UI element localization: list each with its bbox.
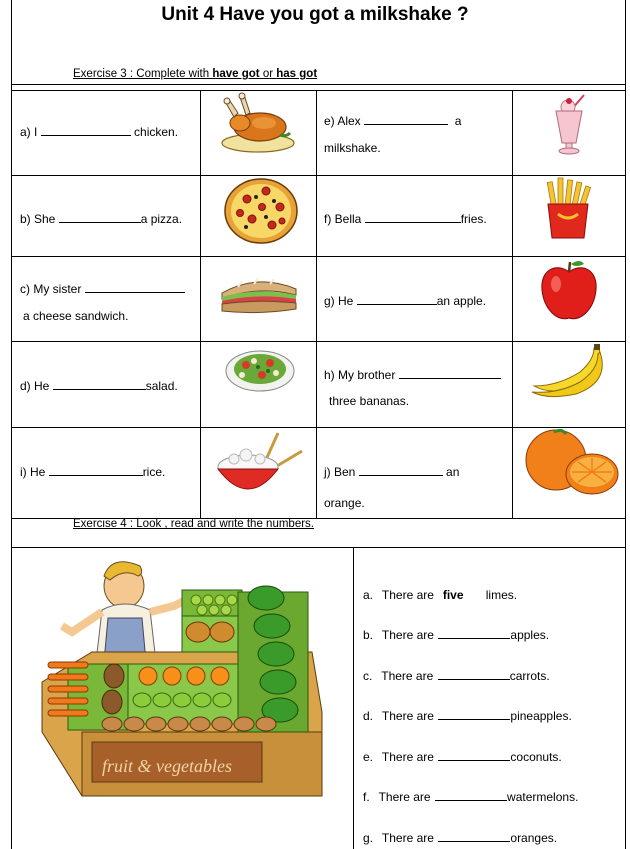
row-line: [11, 90, 625, 91]
pizza-icon: [222, 177, 300, 245]
border-top-header: [11, 84, 625, 85]
row-line: [11, 547, 625, 548]
ex4-item-g: g. There are oranges.: [363, 831, 558, 845]
border-left: [11, 0, 12, 849]
ex4-item-c: c. There are carrots.: [363, 669, 550, 683]
answer-blank-g[interactable]: [357, 292, 437, 305]
col-line: [353, 547, 354, 849]
answer-blank-e[interactable]: [364, 112, 448, 125]
col-line: [200, 90, 201, 518]
question-g: g) He an apple.: [324, 294, 487, 308]
col-line: [316, 90, 317, 518]
vendor-icon: [62, 562, 186, 662]
answer-blank-i[interactable]: [49, 463, 143, 476]
question-c: c) My sister: [20, 280, 185, 296]
col-line: [512, 90, 513, 518]
fries-icon: [544, 178, 592, 240]
answer-blank-h[interactable]: [399, 366, 501, 379]
stall-sign: fruit & vegetables: [102, 756, 232, 776]
answer-blank-a[interactable]: [41, 123, 131, 136]
answer-blank-f[interactable]: [365, 210, 461, 223]
question-c-line2: a cheese sandwich.: [23, 309, 129, 323]
question-a: a) I chicken.: [20, 125, 179, 139]
row-line: [11, 256, 625, 257]
answer-blank-g[interactable]: [438, 829, 510, 842]
page-title: Unit 4 Have you got a milkshake ?: [161, 4, 469, 25]
ex4-item-d: d. There are pineapples.: [363, 709, 572, 723]
answer-blank-c[interactable]: [438, 667, 510, 680]
answer-blank-b[interactable]: [59, 210, 141, 223]
question-f: f) Bella fries.: [324, 212, 487, 226]
answer-blank-c[interactable]: [85, 280, 185, 293]
question-e: e) Alex a: [324, 114, 462, 128]
milkshake-icon: [550, 93, 590, 155]
question-d: d) He salad.: [20, 379, 178, 393]
question-i: i) He rice.: [20, 465, 166, 479]
question-h-line2: three bananas.: [329, 394, 410, 408]
ex4-item-b: b. There are apples.: [363, 628, 550, 642]
border-right: [625, 0, 626, 849]
salad-icon: [224, 345, 296, 393]
exercise3-heading: Exercise 3 : Complete with have got or has got: [73, 68, 318, 80]
question-h: h) My brother: [324, 366, 501, 382]
ex4-item-f: f. There are watermelons.: [363, 790, 579, 804]
question-j: j) Ben an: [324, 465, 460, 479]
answer-blank-f[interactable]: [435, 788, 507, 801]
banana-icon: [528, 342, 608, 398]
sandwich-icon: [218, 275, 300, 317]
market-stall-illustration: [32, 552, 332, 800]
question-j-line2: orange.: [324, 496, 365, 510]
answer-blank-b[interactable]: [438, 626, 510, 639]
chicken-icon: [218, 93, 298, 155]
answer-blank-j[interactable]: [359, 463, 443, 476]
question-e-line2: milkshake.: [324, 141, 381, 155]
ex4-item-e: e. There are coconuts.: [363, 750, 562, 764]
apple-icon: [538, 258, 600, 324]
row-line: [11, 175, 625, 176]
question-b: b) She a pizza.: [20, 212, 183, 226]
orange-icon: [522, 428, 620, 500]
exercise4-heading: Exercise 4 : Look , read and write the numbers.: [73, 518, 314, 530]
rice-icon: [214, 429, 306, 501]
ex4-item-a: a. There are five limes.: [363, 588, 518, 602]
answer-blank-d[interactable]: [438, 707, 510, 720]
answer-blank-d[interactable]: [53, 377, 146, 390]
answer-blank-e[interactable]: [438, 748, 510, 761]
